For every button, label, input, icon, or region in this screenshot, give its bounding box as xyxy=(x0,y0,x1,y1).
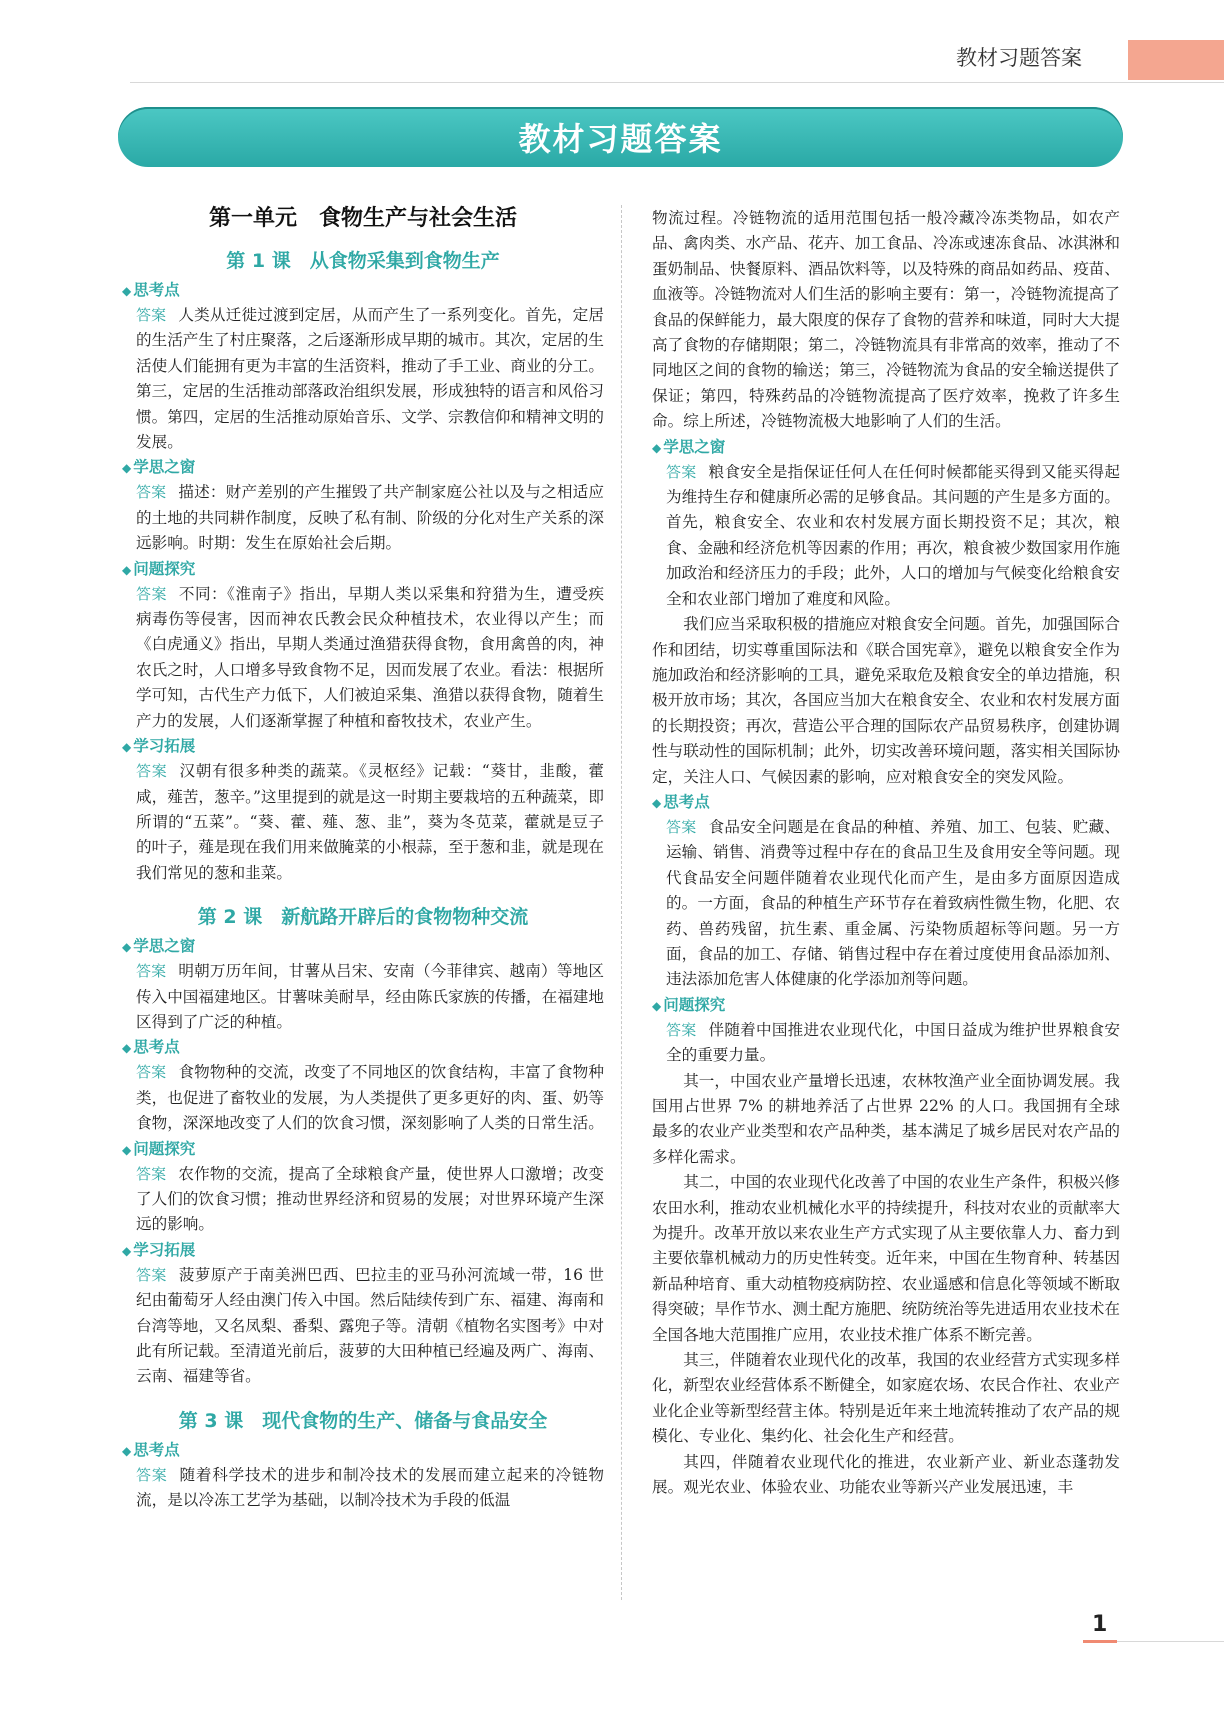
section-heading-label: 学习拓展 xyxy=(133,1240,196,1259)
answer-paragraph xyxy=(652,815,1120,993)
answer-text: 明朝万历年间，甘薯从吕宋、安南（今菲律宾、越南）等地区传入中国福建地区。甘薯味美耐旱，经由陈氏家族的传播，在福建地区得到了广泛的种植。 xyxy=(136,962,604,1031)
answer-label: 答案 xyxy=(136,584,167,603)
lesson-title: 第 3 课 现代食物的生产、储备与食品安全 xyxy=(178,1409,548,1432)
page-number: 1 xyxy=(1092,1612,1108,1637)
section-heading xyxy=(122,278,604,303)
answer-paragraph xyxy=(652,460,1120,612)
answer-paragraph xyxy=(652,1018,1120,1069)
answer-text: 随着科学技术的进步和制冷技术的发展而建立起来的冷链物流，是以冷冻工艺学为基础，以制冷技术为手段的低温 xyxy=(136,1465,604,1510)
section-heading-label: 问题探究 xyxy=(133,1139,196,1158)
diamond-icon: ◆ xyxy=(122,1243,132,1258)
section-heading xyxy=(652,435,1120,460)
diamond-icon: ◆ xyxy=(122,1142,132,1157)
answer-paragraph xyxy=(122,303,604,455)
answer-text: 伴随着中国推进农业现代化，中国日益成为维护世界粮食安全的重要力量。 xyxy=(666,1020,1120,1065)
body-paragraph: 其三，伴随着农业现代化的改革，我国的农业经营方式实现多样化，新型农业经营体系不断健全，如家庭农场、农民合作社、农业产业化企业等新型经营主体。特别是近年来土地流转推动了农产品的规模化、专业化、集约化、社会化生产和经营。 xyxy=(652,1351,1120,1446)
unit-title: 第一单元 食物生产与社会生活 xyxy=(208,206,517,231)
section-heading xyxy=(122,1137,604,1162)
section-heading-label: 学思之窗 xyxy=(133,458,196,477)
answer-label: 答案 xyxy=(666,1020,697,1039)
section-heading-label: 问题探究 xyxy=(133,559,196,578)
lesson-title: 第 1 课 从食物采集到食物生产 xyxy=(226,250,500,272)
answer-label: 答案 xyxy=(136,306,167,324)
section-heading xyxy=(652,993,1120,1018)
title-banner xyxy=(118,107,1123,167)
section-heading xyxy=(122,455,604,480)
answer-label: 答案 xyxy=(136,1164,167,1183)
body-paragraph: 物流过程。冷链物流的适用范围包括一般冷藏冷冻类物品，如农产品、禽肉类、水产品、花卉、加工食品、冷冻或速冻食品、冰淇淋和蛋奶制品、快餐原料、酒品饮料等，以及特殊的商品如药品、疫苗、血液等。冷链物流对人们生活的影响主要有：第一，冷链物流提高了食品的保鲜能力，最大限度的保存了食物的营养和味道，同时大大提高了食物的存储期限；第二，冷链物流具有非常高的效率，推动了不同地区之间的食物的输送；第三，冷链物流为食品的安全输送提供了保证；第四，特殊药品的冷链物流提高了医疗效率，挽救了许多生命。综上所述，冷链物流极大地影响了人们的生活。 xyxy=(652,209,1120,431)
answer-paragraph xyxy=(122,759,604,886)
answer-text: 人类从迁徙过渡到定居，从而产生了一系列变化。首先，定居的生活产生了村庄聚落，之后逐渐形成早期的城市。其次，定居的生活使人们能拥有更为丰富的生活资料，推动了手工业、商业的分工。第三，定居的生活推动部落政治组织发展，形成独特的语言和风俗习惯。第四，定居的生活推动原始音乐、文学、宗教信仰和精神文明的发展。 xyxy=(136,306,604,452)
answer-paragraph xyxy=(122,1463,604,1514)
answer-text: 粮食安全是指保证任何人在任何时候都能买得到又能买得起为维持生存和健康所必需的足够食品。其问题的产生是多方面的。首先，粮食安全、农业和农村发展方面长期投资不足；其次，粮食、金融和经济危机等因素的作用；再次，粮食被少数国家用作施加政治和经济压力的手段；此外，人口的增加与气候变化给粮食安全和农业部门增加了难度和风险。 xyxy=(666,462,1120,608)
answer-label: 答案 xyxy=(666,462,697,481)
section-heading-label: 学思之窗 xyxy=(663,437,726,456)
diamond-icon: ◆ xyxy=(652,440,662,455)
section-heading xyxy=(122,557,604,582)
column-divider xyxy=(621,205,622,1600)
section-heading xyxy=(122,1238,604,1263)
page-number-bar xyxy=(1083,1640,1117,1643)
diamond-icon: ◆ xyxy=(122,1041,132,1056)
header-color-tab xyxy=(1128,40,1224,80)
diamond-icon: ◆ xyxy=(652,998,662,1013)
body-paragraph: 其四，伴随着农业现代化的推进，农业新产业、新业态蓬勃发展。观光农业、体验农业、功能农业等新兴产业发展迅速，丰 xyxy=(652,1452,1120,1497)
right-column xyxy=(652,206,1120,1501)
answer-paragraph xyxy=(122,1162,604,1238)
answer-paragraph xyxy=(122,1263,604,1390)
answer-paragraph xyxy=(122,959,604,1035)
answer-text: 食物物种的交流，改变了不同地区的饮食结构，丰富了食物种类，也促进了畜牧业的发展，为人类提供了更多更好的肉、蛋、奶等食物，深深地改变了人们的饮食习惯，深刻影响了人类的日常生活。 xyxy=(136,1063,604,1133)
diamond-icon: ◆ xyxy=(122,562,132,577)
answer-paragraph xyxy=(122,1060,604,1136)
answer-label: 答案 xyxy=(136,1465,168,1484)
diamond-icon: ◆ xyxy=(122,740,132,755)
answer-label: 答案 xyxy=(136,962,167,981)
section-heading xyxy=(122,1035,604,1060)
running-head: 教材习题答案 xyxy=(956,46,1082,70)
answer-text: 不同：《淮南子》指出，早期人类以采集和狩猎为生，遭受疾病毒伤等侵害，因而神农氏教会民众种植技术，农业得以产生；而《白虎通义》指出，早期人类通过渔猎获得食物，食用禽兽的肉，神农氏之时，人口增多导致食物不足，因而发展了农业。看法：根据所学可知，古代生产力低下，人们被迫采集、渔猎以获得食物，随着生产力的发展，人们逐渐掌握了种植和畜牧技术，农业产生。 xyxy=(136,584,604,730)
answer-label: 答案 xyxy=(666,817,697,836)
answer-label: 答案 xyxy=(136,762,168,781)
answer-label: 答案 xyxy=(136,1265,167,1284)
left-column xyxy=(122,200,604,1514)
header-rule xyxy=(130,82,1224,83)
section-heading-label: 问题探究 xyxy=(663,995,726,1014)
section-heading-label: 学思之窗 xyxy=(133,937,196,956)
diamond-icon: ◆ xyxy=(122,1443,132,1458)
answer-paragraph xyxy=(122,480,604,556)
answer-text: 食品安全问题是在食品的种植、养殖、加工、包装、贮藏、运输、销售、消费等过程中存在的食品卫生及食用安全等问题。现代食品安全问题伴随着农业现代化而产生，是由多方面原因造成的。一方面，食品的种植生产环节存在着致病性微生物，化肥、农药、兽药残留，抗生素、重金属、污染物质超标等问题。另一方面，食品的加工、存储、销售过程中存在着过度使用食品添加剂、违法添加危害人体健康的化学添加剂等问题。 xyxy=(666,817,1120,989)
section-heading xyxy=(122,734,604,759)
section-heading-label: 学习拓展 xyxy=(133,737,196,756)
answer-paragraph xyxy=(122,582,604,734)
section-heading-label: 思考点 xyxy=(133,281,180,299)
answer-text: 菠萝原产于南美洲巴西、巴拉圭的亚马孙河流域一带，16 世纪由葡萄牙人经由澳门传入中国。然后陆续传到广东、福建、海南和台湾等地，又名凤梨、番梨、露兜子等。清朝《植物名实图考》中对此有所记载。至清道光前后，菠萝的大田种植已经遍及两广、海南、云南、福建等省。 xyxy=(136,1265,604,1386)
section-heading-label: 思考点 xyxy=(663,792,710,811)
diamond-icon: ◆ xyxy=(122,461,132,476)
section-heading-label: 思考点 xyxy=(133,1038,180,1057)
answer-text: 农作物的交流，提高了全球粮食产量，使世界人口激增；改变了人们的饮食习惯；推动世界经济和贸易的发展；对世界环境产生深远的影响。 xyxy=(136,1164,604,1234)
answer-label: 答案 xyxy=(136,483,167,502)
section-heading xyxy=(652,790,1120,815)
answer-text: 描述：财产差别的产生摧毁了共产制家庭公社以及与之相适应的土地的共同耕作制度，反映了私有制、阶级的分化对生产关系的深远影响。时期：发生在原始社会后期。 xyxy=(136,483,604,553)
answer-text: 汉朝有很多种类的蔬菜。《灵枢经》记载：“葵甘，韭酸，藿咸，薤苦，葱辛。”这里提到的就是这一时期主要栽培的五种蔬菜，即所谓的“五菜”。“葵、藿、薤、葱、韭”，葵为冬苋菜，藿就是豆子的叶子，薤是现在我们用来做腌菜的小根蒜，至于葱和韭，就是现在我们常见的葱和韭菜。 xyxy=(136,762,604,882)
section-heading xyxy=(122,934,604,959)
diamond-icon: ◆ xyxy=(652,795,662,810)
banner-title: 教材习题答案 xyxy=(518,120,723,158)
section-heading-label: 思考点 xyxy=(133,1440,180,1459)
footer-rule xyxy=(1117,1641,1224,1642)
diamond-icon: ◆ xyxy=(122,284,132,298)
diamond-icon: ◆ xyxy=(122,940,132,955)
answer-label: 答案 xyxy=(136,1063,167,1082)
body-paragraph: 我们应当采取积极的措施应对粮食安全问题。首先，加强国际合作和团结，切实尊重国际法和《联合国宪章》，避免以粮食安全作为施加政治和经济影响的工具，避免采取危及粮食安全的单边措施，积极开放市场；其次，各国应当加大在粮食安全、农业和农村发展方面的长期投资；再次，营造公平合理的国际农产品贸易秩序，创建协调性与联动性的国际机制；此外，切实改善环境问题，落实相关国际协定，关注人口、气候因素的影响，应对粮食安全的突发风险。 xyxy=(652,615,1120,786)
section-heading xyxy=(122,1438,604,1463)
body-paragraph: 其一，中国农业产量增长迅速，农林牧渔产业全面协调发展。我国用占世界 7% 的耕地养活了占世界 22% 的人口。我国拥有全球最多的农业产业类型和农产品种类，基本满足了城乡居民对农产品的多样化需求。 xyxy=(652,1071,1120,1166)
body-paragraph: 其二，中国的农业现代化改善了中国的农业生产条件，积极兴修农田水利，推动农业机械化水平的持续提升，科技对农业的贡献率大为提升。改革开放以来农业生产方式实现了从主要依靠人力、畜力到主要依靠机械动力的历史性转变。近年来，中国在生物育种、转基因新品种培育、重大动植物疫病防控、农业遥感和信息化等领域不断取得突破；旱作节水、测土配方施肥、统防统治等先进适用农业技术在全国各地大范围推广应用，农业技术推广体系不断完善。 xyxy=(652,1173,1120,1344)
lesson-title: 第 2 课 新航路开辟后的食物物种交流 xyxy=(197,906,529,929)
